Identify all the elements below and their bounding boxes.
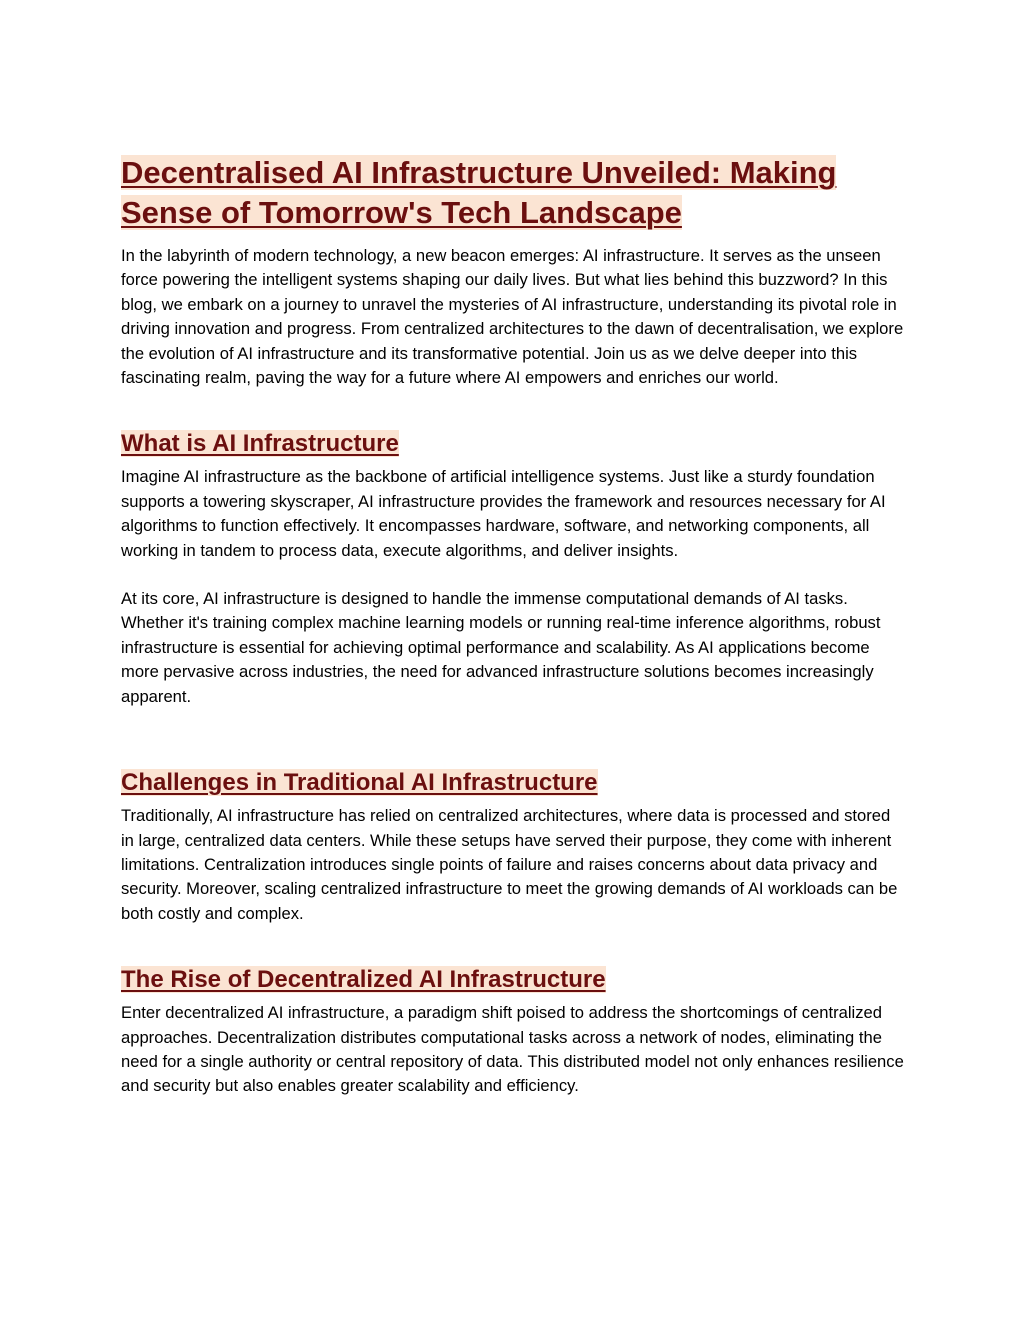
section-heading-text: The Rise of Decentralized AI Infrastructure [121, 966, 606, 994]
section-heading-what-is-ai-infrastructure [121, 428, 906, 460]
section-heading-rise-of-decentralized [121, 964, 906, 996]
section-heading-text: Challenges in Traditional AI Infrastructure [121, 769, 598, 797]
section-3-paragraph-1: Enter decentralized AI infrastructure, a paradigm shift poised to address the shortcomings of centralized approaches. Decentralization distributes computational tasks across a network of nodes, eliminating the need for a single authority or central repository of data. This distributed model not only enhances resilience and security but also enables greater scalability and efficiency. [121, 1003, 904, 1096]
document-title [121, 153, 906, 233]
section-heading-text: What is AI Infrastructure [121, 430, 399, 458]
intro-paragraph: In the labyrinth of modern technology, a new beacon emerges: AI infrastructure. It serves as the unseen force powering the intelligent systems shaping our daily lives. But what lies behind this buzzword? In this blog, we embark on a journey to unravel the mysteries of AI infrastructure, understanding its pivotal role in driving innovation and progress. From centralized architectures to the dawn of decentralisation, we explore the evolution of AI infrastructure and its transformative potential. Join us as we delve deeper into this fascinating realm, paving the way for a future where AI empowers and enriches our world. [121, 246, 904, 388]
document-title-text: Decentralised AI Infrastructure Unveiled: Making Sense of Tomorrow's Tech Landscape [121, 155, 837, 230]
section-1-paragraph-2: At its core, AI infrastructure is designed to handle the immense computational demands of AI tasks. Whether it's training complex machine learning models or running real-time inference algorithms, robust infrastructure is essential for achieving optimal performance and scalability. As AI applications become more pervasive across industries, the need for advanced infrastructure solutions becomes increasingly apparent. [121, 589, 881, 706]
section-1-paragraph-1: Imagine AI infrastructure as the backbone of artificial intelligence systems. Just like a sturdy foundation supports a towering skyscraper, AI infrastructure provides the framework and resources necessary for AI algorithms to function effectively. It encompasses hardware, software, and networking components, all working in tandem to process data, execute algorithms, and deliver insights. [121, 467, 886, 560]
section-heading-challenges [121, 767, 906, 799]
document-page [121, 153, 906, 1099]
section-2-paragraph-1: Traditionally, AI infrastructure has relied on centralized architectures, where data is processed and stored in large, centralized data centers. While these setups have served their purpose, they come with inherent limitations. Centralization introduces single points of failure and raises concerns about data privacy and security. Moreover, scaling centralized infrastructure to meet the growing demands of AI workloads can be both costly and complex. [121, 806, 898, 923]
